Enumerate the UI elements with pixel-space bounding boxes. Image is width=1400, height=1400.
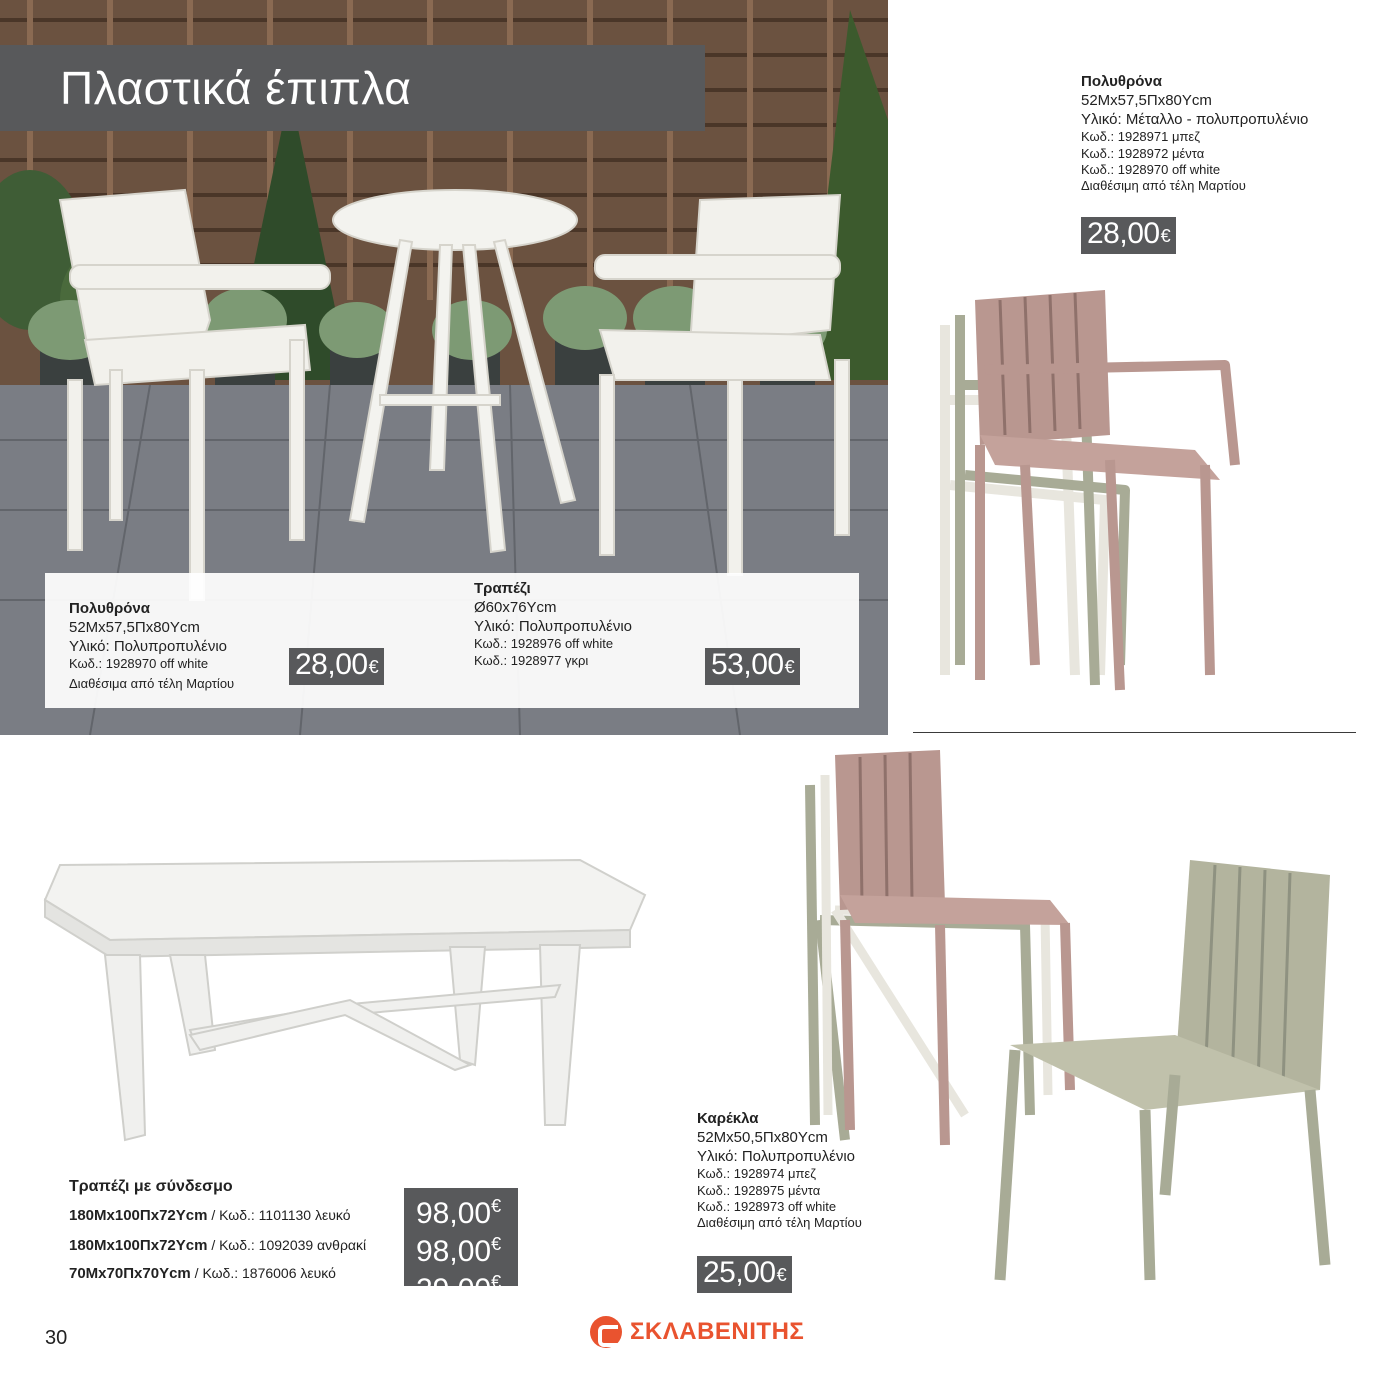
hero-table-price: 53,00€ — [705, 648, 800, 685]
product-availability: Διαθέσιμα από τέλη Μαρτίου — [69, 675, 235, 691]
stack-armchair-info — [1081, 73, 1308, 194]
product-name: Πολυθρόνα — [69, 600, 150, 617]
product-code: Κωδ.: 1928975 μέντα — [697, 1182, 821, 1198]
product-name: Καρέκλα — [697, 1110, 759, 1127]
product-code: Κωδ.: 1928974 μπεζ — [697, 1166, 816, 1182]
section-divider — [913, 732, 1356, 733]
hero-armchair-info — [69, 600, 234, 692]
product-name: Τραπέζι — [474, 580, 531, 597]
product-material: Υλικό: Πολυπροπυλένιο — [69, 637, 227, 655]
big-table-prices — [404, 1188, 518, 1306]
product-dimensions: Ø60x76Ycm — [474, 598, 557, 616]
table-variant-row: 180Mx100Πx72Ycm / Κωδ.: 1092039 ανθρακί — [69, 1237, 367, 1254]
rectangular-table-image — [40, 855, 650, 1155]
product-availability: Διαθέσιμη από τέλη Μαρτίου — [697, 1215, 862, 1230]
chair-info — [697, 1110, 862, 1231]
page-title: Πλαστικά έπιπλα — [60, 62, 412, 114]
product-name: Τραπέζι με σύνδεσμο — [69, 1178, 233, 1195]
product-name: Πολυθρόνα — [1081, 73, 1162, 90]
price-row: 98,00€ — [416, 1196, 502, 1230]
price-row: 29,00€ — [416, 1272, 502, 1306]
product-dimensions: 52Mx57,5Πx80Ycm — [1081, 91, 1212, 109]
page-number: 30 — [45, 1327, 68, 1349]
hero-armchair-price: 28,00€ — [289, 648, 384, 685]
product-code: Κωδ.: 1928971 μπεζ — [1081, 129, 1200, 145]
hero-table-info — [474, 580, 632, 669]
product-material: Υλικό: Πολυπροπυλένιο — [474, 617, 632, 635]
stack-armchair-price: 28,00€ — [1081, 217, 1176, 254]
table-variant-row: 180Mx100Πx72Ycm / Κωδ.: 1101130 λευκό — [69, 1207, 351, 1224]
brand-name: ΣΚΛΑΒΕΝΙΤΗΣ — [630, 1318, 805, 1345]
price-row: 98,00€ — [416, 1234, 502, 1268]
section-title-bar — [0, 45, 705, 131]
product-dimensions: 52Mx57,5Πx80Ycm — [69, 618, 200, 636]
big-table-info — [69, 1177, 233, 1197]
brand-logo — [590, 1316, 804, 1348]
stacked-armchairs-image — [925, 285, 1245, 705]
product-code: Κωδ.: 1928977 γκρι — [474, 652, 589, 668]
product-code: Κωδ.: 1928970 off white — [1081, 161, 1221, 177]
table-variant-row: 70Mx70Πx70Ycm / Κωδ.: 1876006 λευκό — [69, 1265, 336, 1282]
product-code: Κωδ.: 1928976 off white — [474, 636, 614, 652]
chair-price: 25,00€ — [697, 1256, 792, 1293]
product-code: Κωδ.: 1928970 off white — [69, 656, 209, 672]
product-code: Κωδ.: 1928972 μέντα — [1081, 145, 1205, 161]
brand-logo-icon — [590, 1316, 622, 1348]
product-dimensions: 52Mx50,5Πx80Ycm — [697, 1128, 828, 1146]
stacked-chairs-image — [800, 745, 1340, 1285]
product-code: Κωδ.: 1928973 off white — [697, 1198, 837, 1214]
product-availability: Διαθέσιμη από τέλη Μαρτίου — [1081, 178, 1246, 193]
product-material: Υλικό: Πολυπροπυλένιο — [697, 1147, 855, 1165]
hero-photo — [0, 0, 888, 735]
product-material: Υλικό: Μέταλλο - πολυπροπυλένιο — [1081, 110, 1309, 128]
